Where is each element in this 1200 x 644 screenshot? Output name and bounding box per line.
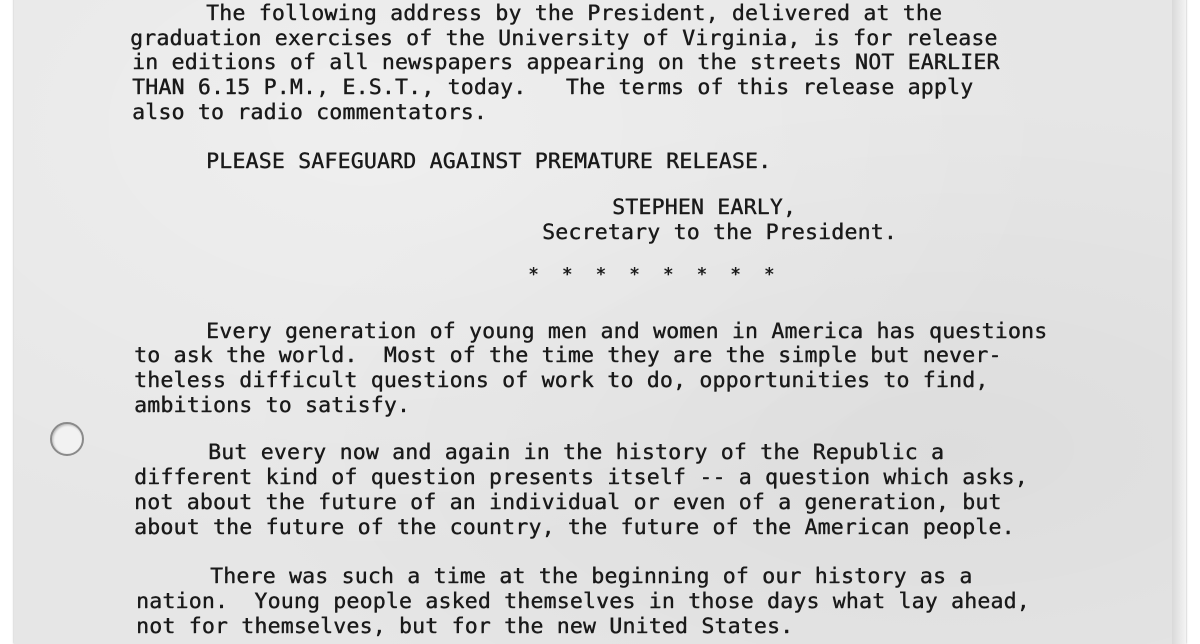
release-line-5: also to radio commentators. (132, 100, 487, 125)
paragraph-3-line-3: not for themselves, but for the new United States. (136, 614, 794, 639)
punch-hole (50, 422, 84, 456)
paragraph-2-line-2: different kind of question presents itself -- a question which asks, (134, 465, 1028, 490)
signatory-name: STEPHEN EARLY, (612, 195, 797, 220)
release-line-1: The following address by the President, delivered at the (206, 1, 943, 26)
release-line-3: in editions of all newspapers appearing on the streets NOT EARLIER (132, 50, 1000, 75)
paragraph-1-line-2: to ask the world. Most of the time they are the simple but never- (134, 343, 1002, 368)
signatory-title: Secretary to the President. (542, 220, 897, 245)
release-line-4: THAN 6.15 P.M., E.S.T., today. The terms of this release apply (132, 75, 974, 100)
paragraph-3-line-2: nation. Young people asked themselves in those days what lay ahead, (136, 589, 1030, 614)
safeguard-notice: PLEASE SAFEGUARD AGAINST PREMATURE RELEASE. (206, 149, 772, 174)
paragraph-2-line-1: But every now and again in the history of the Republic a (208, 440, 945, 465)
paragraph-1-line-3: theless difficult questions of work to do, opportunities to find, (134, 368, 989, 393)
separator-stars: * * * * * * * * (528, 264, 781, 285)
release-line-2: graduation exercises of the University of Virginia, is for release (130, 26, 998, 51)
page-edge-shadow (1172, 0, 1186, 644)
paragraph-1-line-4: ambitions to satisfy. (134, 393, 411, 418)
paragraph-2-line-4: about the future of the country, the future of the American people. (134, 515, 1015, 540)
paragraph-2-line-3: not about the future of an individual or even of a generation, but (134, 490, 1002, 515)
paragraph-1-line-1: Every generation of young men and women in America has questions (206, 319, 1048, 344)
document-page (14, 0, 1186, 644)
paragraph-3-line-1: There was such a time at the beginning of our history as a (210, 564, 973, 589)
